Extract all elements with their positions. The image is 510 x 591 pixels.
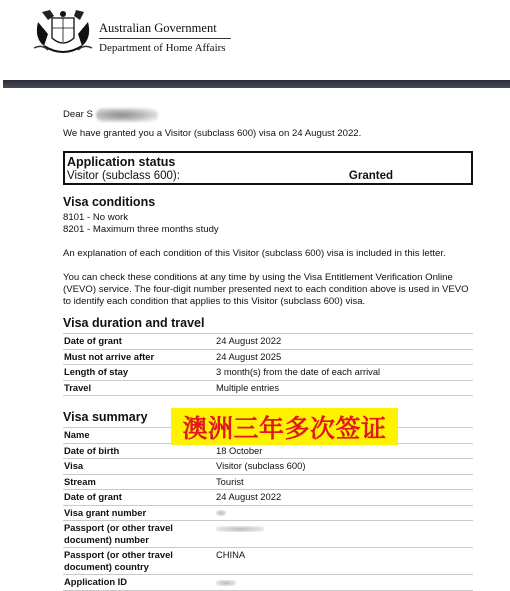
row-key: Application ID: [63, 575, 215, 591]
conditions-title: Visa conditions: [63, 195, 156, 209]
row-key: Date of grant: [63, 334, 215, 350]
row-value: 3 month(s) from the date of each arrival: [215, 365, 473, 381]
status-value: Granted: [348, 170, 393, 182]
table-row: [63, 474, 473, 490]
conditions-explanation: An explanation of each condition of this Visitor (subclass 600) visa is included in this letter.: [63, 248, 446, 260]
row-key: Name: [63, 428, 215, 444]
redacted-value: [216, 580, 236, 586]
summary-table: [63, 427, 473, 591]
greeting-text: Dear S: [63, 109, 93, 120]
duration-table: [63, 333, 473, 396]
row-value: 24 August 2022: [215, 334, 473, 350]
table-row: [63, 349, 473, 365]
status-row: [67, 169, 467, 183]
duration-title: Visa duration and travel: [63, 316, 205, 331]
row-value: Tourist: [215, 474, 473, 490]
status-title: Application status: [67, 155, 176, 169]
row-key: Must not arrive after: [63, 349, 215, 365]
row-key: Travel: [63, 380, 215, 396]
department-name: Department of Home Affairs: [99, 42, 226, 54]
greeting: [63, 108, 158, 122]
row-value: [215, 521, 473, 548]
promo-caption: 澳洲三年多次签证: [171, 408, 398, 445]
table-row: [63, 380, 473, 396]
status-label: Visitor (subclass 600):: [67, 170, 180, 182]
redacted-name: [96, 108, 158, 122]
vevo-paragraph: You can check these conditions at any time by using the Visa Entitlement Verification Online (VEVO) service. The four-digit number presented next to each condition above is used in VEVO to identify each condition that applies to this Visitor (subclass 600) visa.: [63, 272, 469, 308]
table-row: [63, 548, 473, 575]
row-value: CHINA: [215, 548, 473, 575]
row-value: [215, 505, 473, 521]
row-key: Passport (or other travel document) number: [63, 521, 215, 548]
row-key: Visa grant number: [63, 505, 215, 521]
header-band: [3, 80, 510, 88]
table-row: [63, 334, 473, 350]
application-status-box: [63, 151, 473, 185]
table-row: [63, 459, 473, 475]
row-value: 24 August 2025: [215, 349, 473, 365]
redacted-value: [216, 526, 264, 532]
row-value: 18 October: [215, 443, 473, 459]
summary-title: Visa summary: [63, 410, 148, 425]
government-title: [99, 21, 231, 55]
row-value: Multiple entries: [215, 380, 473, 396]
table-row: [63, 443, 473, 459]
redacted-value: [216, 510, 226, 516]
row-key: Stream: [63, 474, 215, 490]
grant-intro: We have granted you a Visitor (subclass 600) visa on 24 August 2022.: [63, 128, 362, 139]
row-key: Date of grant: [63, 490, 215, 506]
row-key: Date of birth: [63, 443, 215, 459]
letterhead: [0, 0, 510, 80]
row-key: Length of stay: [63, 365, 215, 381]
row-key: Visa: [63, 459, 215, 475]
row-value: 24 August 2022: [215, 490, 473, 506]
table-row: [63, 575, 473, 591]
gov-name: Australian Government: [99, 21, 217, 35]
row-value: [215, 575, 473, 591]
table-row: [63, 490, 473, 506]
condition-item: 8101 - No work: [63, 212, 129, 223]
row-key: Passport (or other travel document) country: [63, 548, 215, 575]
condition-item: 8201 - Maximum three months study: [63, 224, 219, 236]
table-row: [63, 521, 473, 548]
coat-of-arms-icon: [30, 8, 96, 60]
letter-body: [63, 108, 473, 591]
divider: [99, 38, 231, 39]
table-row: [63, 365, 473, 381]
table-row: [63, 505, 473, 521]
row-value: Visitor (subclass 600): [215, 459, 473, 475]
